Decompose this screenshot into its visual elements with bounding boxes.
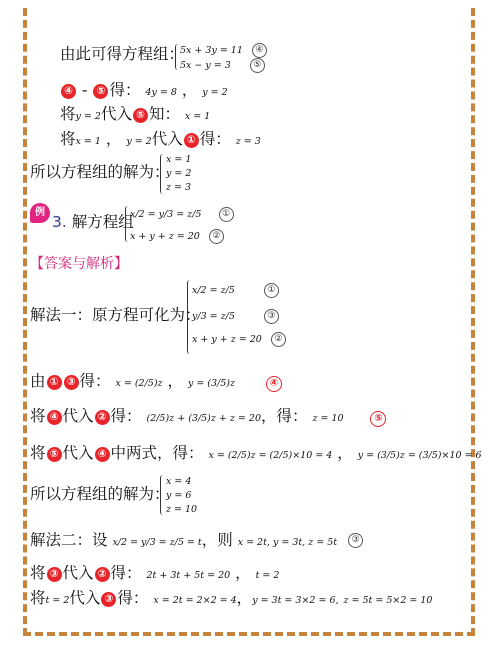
text: 代入 (62, 407, 94, 425)
sep: ， (181, 81, 198, 99)
math: x = 2t = 2×2 = 4 (153, 595, 237, 606)
math: x = 1 (75, 136, 101, 147)
text: 将 (30, 407, 46, 425)
text: 代入 (62, 444, 94, 462)
system-brace-3 (125, 206, 128, 242)
text: 得： (110, 564, 142, 582)
example-badge: 例 (30, 203, 50, 223)
tag-2: ② (209, 229, 224, 244)
text: ，得： (261, 407, 308, 425)
tag-3: ③ (348, 533, 363, 548)
method2-line (30, 530, 363, 553)
math: y = 2 (75, 111, 101, 122)
math: x = (2/5)z = (2/5)×10 = 4 (208, 450, 333, 461)
math: x = (2/5)z (115, 378, 163, 389)
ref-circle: ⑤ (93, 84, 108, 99)
ref-circle: ③ (47, 567, 62, 582)
method1-label: 解法一：原方程可化为： (30, 306, 201, 324)
sol1-z: z = 3 (166, 182, 192, 193)
text: 将 (30, 564, 46, 582)
solution1-label-line (30, 162, 170, 182)
eq4: 5x + 3y = 11 (180, 45, 243, 56)
text: 代入 (62, 564, 94, 582)
math: z = 3 (235, 136, 261, 147)
text: 将 (30, 444, 46, 462)
system-brace-1 (175, 44, 178, 70)
math: 4y = 8 (145, 87, 177, 98)
ref-circle: ③ (101, 592, 116, 607)
tag-2: ② (271, 332, 286, 347)
ref-circle: ① (184, 133, 199, 148)
text: 得： (110, 407, 142, 425)
text: 得： (79, 372, 111, 390)
math: y = (3/5)z = (3/5)×10 = 6 (357, 450, 482, 461)
intro-text: 由此可得方程组： (60, 45, 185, 63)
method1-line (30, 305, 201, 325)
solution-label: 所以方程组的解为： (30, 485, 170, 503)
m1-row3 (192, 332, 286, 347)
text: 得： (199, 130, 231, 148)
math: x = 1 (184, 111, 211, 122)
ref-circle: ④ (61, 84, 76, 99)
ref-circle: ⑤ (47, 447, 62, 462)
ex3-eq2: x + y + z = 20 (130, 231, 200, 242)
equation-tag-5: ⑤ (370, 411, 386, 427)
math: y = 3t = 3×2 = 6, (252, 595, 339, 606)
text: 由 (30, 372, 46, 390)
math: t = 2 (45, 595, 70, 606)
ref-circle: ② (95, 567, 110, 582)
sol2-y: y = 6 (166, 490, 192, 501)
solution-label: 所以方程组的解为： (30, 163, 170, 181)
math: 2t + 3t + 5t = 20 (146, 570, 231, 581)
math: x = 2t, y = 3t, z = 5t (237, 537, 338, 548)
math: y = (3/5)z (187, 378, 236, 389)
ref-circle: ④ (95, 447, 110, 462)
ref-circle: ③ (64, 375, 79, 390)
final-line (30, 588, 432, 611)
text: 将 (30, 589, 46, 607)
plug5-line (30, 443, 482, 466)
tag-4: ④ (252, 43, 267, 58)
m1-eq2: y/3 = z/5 (192, 311, 235, 322)
sep: ， (236, 589, 253, 607)
math: (2/5)z + (3/5)z + z = 20 (146, 413, 261, 424)
method2-label: 解法二：设 (30, 531, 108, 549)
math: y = 2 (202, 87, 228, 98)
subtract-line (60, 80, 228, 103)
m1-eq3: x + y + z = 20 (192, 334, 262, 345)
text: 将 (60, 130, 76, 148)
minus: - (77, 81, 93, 99)
system-brace-4 (187, 280, 190, 354)
text: ，则 (201, 531, 233, 549)
sol2-z: z = 10 (166, 504, 198, 515)
ref-circle: ② (95, 410, 110, 425)
ex3-row2 (130, 229, 224, 244)
intro-line (60, 44, 184, 64)
math: t = 2 (255, 570, 280, 581)
answer-heading: 【答案与解析】 (30, 256, 128, 272)
sep: ， (105, 130, 122, 148)
plug3-line (30, 563, 279, 586)
from-13-line (30, 371, 282, 394)
text: 代入 (69, 589, 101, 607)
system1-row2 (180, 58, 265, 73)
sep: ， (337, 444, 353, 462)
text: 将 (60, 105, 76, 123)
system-brace-2 (160, 154, 163, 194)
example-number: 3. (52, 213, 67, 231)
sep: ， (235, 564, 251, 582)
solution2-label-line (30, 484, 170, 504)
math: x/2 = y/3 = z/5 = t (112, 537, 202, 548)
text: 代入 (151, 130, 183, 148)
math: z = 10 (312, 413, 344, 424)
system1-row1 (180, 43, 267, 58)
text: 中两式，得： (110, 444, 204, 462)
text: 知： (148, 105, 180, 123)
m1-row2 (192, 309, 279, 324)
ref-circle: ① (47, 375, 62, 390)
tag-5: ⑤ (250, 58, 265, 73)
system-brace-5 (160, 475, 163, 515)
de-text: 得： (109, 81, 141, 99)
sol2-x: x = 4 (166, 476, 192, 487)
sep: ， (167, 372, 183, 390)
math: y = 2 (126, 136, 152, 147)
ex3-row1 (130, 207, 234, 222)
plug-line-2 (60, 129, 261, 152)
tag-3: ③ (264, 309, 279, 324)
text: 得： (117, 589, 149, 607)
example-label: 解方程组 (71, 213, 134, 231)
plug4-line (30, 406, 386, 429)
m1-row1 (192, 283, 279, 298)
plug-line-1 (60, 104, 210, 127)
math: z = 5t = 5×2 = 10 (343, 595, 433, 606)
sol1-x: x = 1 (166, 154, 192, 165)
ref-circle: ④ (47, 410, 62, 425)
example3-line (52, 212, 134, 232)
tag-1: ① (264, 283, 279, 298)
eq5: 5x − y = 3 (180, 60, 231, 71)
sol1-y: y = 2 (166, 168, 192, 179)
equation-tag-4: ④ (266, 376, 282, 392)
ex3-eq1: x/2 = y/3 = z/5 (130, 209, 202, 220)
text: 代入 (100, 105, 132, 123)
m1-eq1: x/2 = z/5 (192, 285, 235, 296)
ref-circle: ⑤ (133, 108, 148, 123)
tag-1: ① (219, 207, 234, 222)
